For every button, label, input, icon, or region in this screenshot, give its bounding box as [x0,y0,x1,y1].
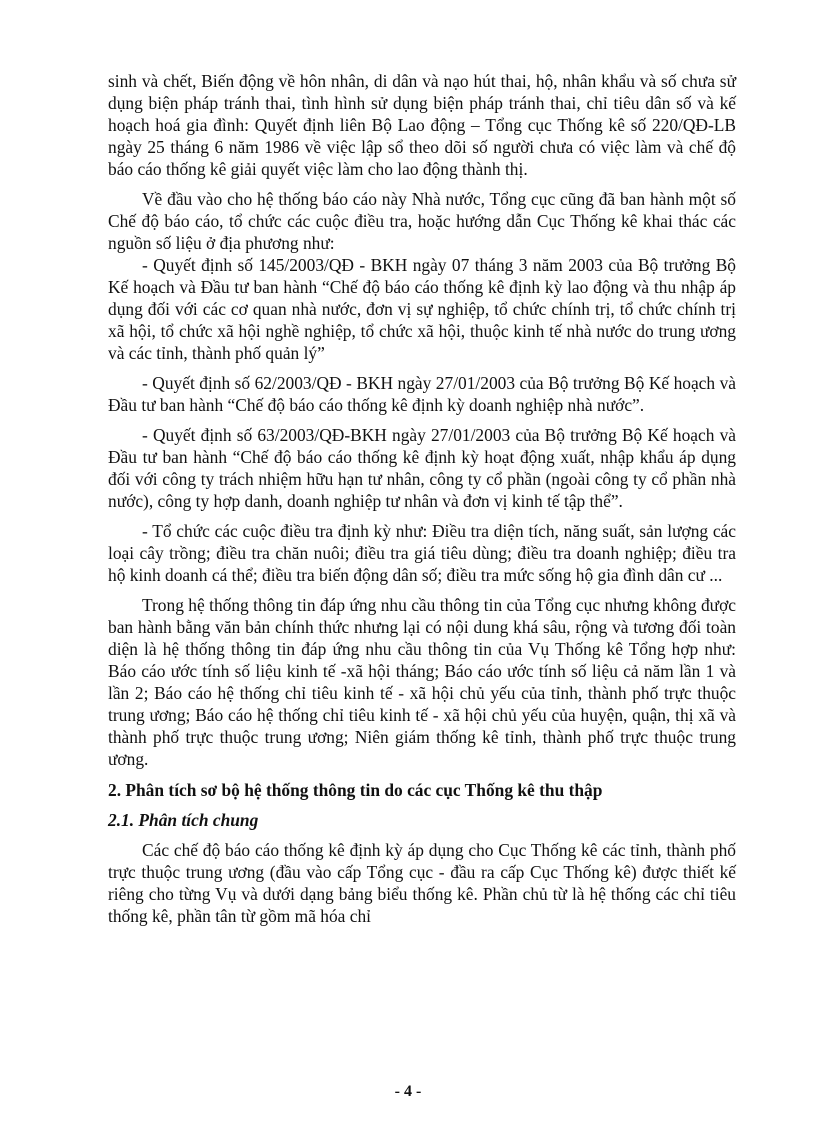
list-item-decision-62: - Quyết định số 62/2003/QĐ - BKH ngày 27/01/2003 của Bộ trưởng Bộ Kế hoạch và Đầu tư ban hành “Chế độ báo cáo thống kê định kỳ doanh nghiệp nhà nước”. [108,373,736,415]
list-item-surveys: - Tổ chức các cuộc điều tra định kỳ như: Điều tra diện tích, năng suất, sản lượng các loại cây trồng; điều tra chăn nuôi; điều tra giá tiêu dùng; điều tra doanh nghiệp; điều tra hộ kinh doanh cá thể; điều tra biến động dân số; điều tra mức sống hộ gia đình dân cư ... [108,521,736,585]
section-heading-2: 2. Phân tích sơ bộ hệ thống thông tin do các cục Thống kê thu thập [108,780,603,800]
list-item-decision-63: - Quyết định số 63/2003/QĐ-BKH ngày 27/01/2003 của Bộ trưởng Bộ Kế hoạch và Đầu tư ban hành “Chế độ báo cáo thống kê định kỳ hoạt động xuất, nhập khẩu áp dụng đối với công ty trách nhiệm hữu hạn tư nhân, công ty cổ phần (ngoài công ty cổ phần nhà nước), công ty hợp danh, doanh nghiệp tư nhân và đơn vị kinh tế tập thể”. [108,425,736,511]
paragraph-continuation: sinh và chết, Biến động về hôn nhân, di dân và nạo hút thai, hộ, nhân khẩu và số chưa sử dụng biện pháp tránh thai, tình hình sử dụng biện pháp tránh thai, chỉ tiêu dân số và kế hoạch hoá gia đình: Quyết định liên Bộ Lao động – Tổng cục Thống kê số 220/QĐ-LB ngày 25 tháng 6 năm 1986 về việc lập sổ theo dõi số người chưa có việc làm và chế độ báo cáo thống kê giải quyết việc làm cho lao động thành thị. [108,71,736,179]
document-body [108,70,736,927]
page-number: - 4 - [394,1083,422,1100]
paragraph-input-intro: Về đầu vào cho hệ thống báo cáo này Nhà nước, Tổng cục cũng đã ban hành một số Chế độ báo cáo, tổ chức các cuộc điều tra, hoặc hướng dẫn Cục Thống kê khai thác các nguồn số liệu ở địa phương như: [108,189,736,253]
list-item-decision-145: - Quyết định số 145/2003/QĐ - BKH ngày 07 tháng 3 năm 2003 của Bộ trưởng Bộ Kế hoạch và Đầu tư ban hành “Chế độ báo cáo thống kê định kỳ lao động và thu nhập áp dụng đối với các cơ quan nhà nước, đơn vị sự nghiệp, tổ chức chính trị, tổ chức chính trị xã hội, tổ chức xã hội nghề nghiệp, tổ chức xã hội, thuộc kinh tế nhà nước do trung ương và các tỉnh, thành phố quản lý” [108,255,736,363]
section-heading-2-1: 2.1. Phân tích chung [108,810,259,830]
paragraph-general-statistics: Trong hệ thống thông tin đáp ứng nhu cầu thông tin của Tổng cục nhưng không được ban hành bằng văn bản chính thức nhưng lại có nội dung khá sâu, rộng và tương đối toàn diện là hệ thống thông tin đáp ứng nhu cầu thông tin của Vụ Thống kê Tổng hợp như: Báo cáo ước tính số liệu kinh tế -xã hội tháng; Báo cáo ước tính số liệu cả năm lần 1 và lần 2; Báo cáo hệ thống chỉ tiêu kinh tế - xã hội chủ yếu của tỉnh, thành phố trực thuộc trung ương; Báo cáo hệ thống chỉ tiêu kinh tế - xã hội chủ yếu của huyện, quận, thị xã và thành phố trực thuộc trung ương; Niên giám thống kê tỉnh, thành phố trực thuộc trung ương. [108,595,736,769]
paragraph-report-regimes: Các chế độ báo cáo thống kê định kỳ áp dụng cho Cục Thống kê các tỉnh, thành phố trực thuộc trung ương (đầu vào cấp Tổng cục - đầu ra cấp Cục Thống kê) được thiết kế riêng cho từng Vụ và dưới dạng bảng biểu thống kê. Phần chủ từ là hệ thống các chỉ tiêu thống kê, phần tân từ gồm mã hóa chỉ [108,840,736,926]
